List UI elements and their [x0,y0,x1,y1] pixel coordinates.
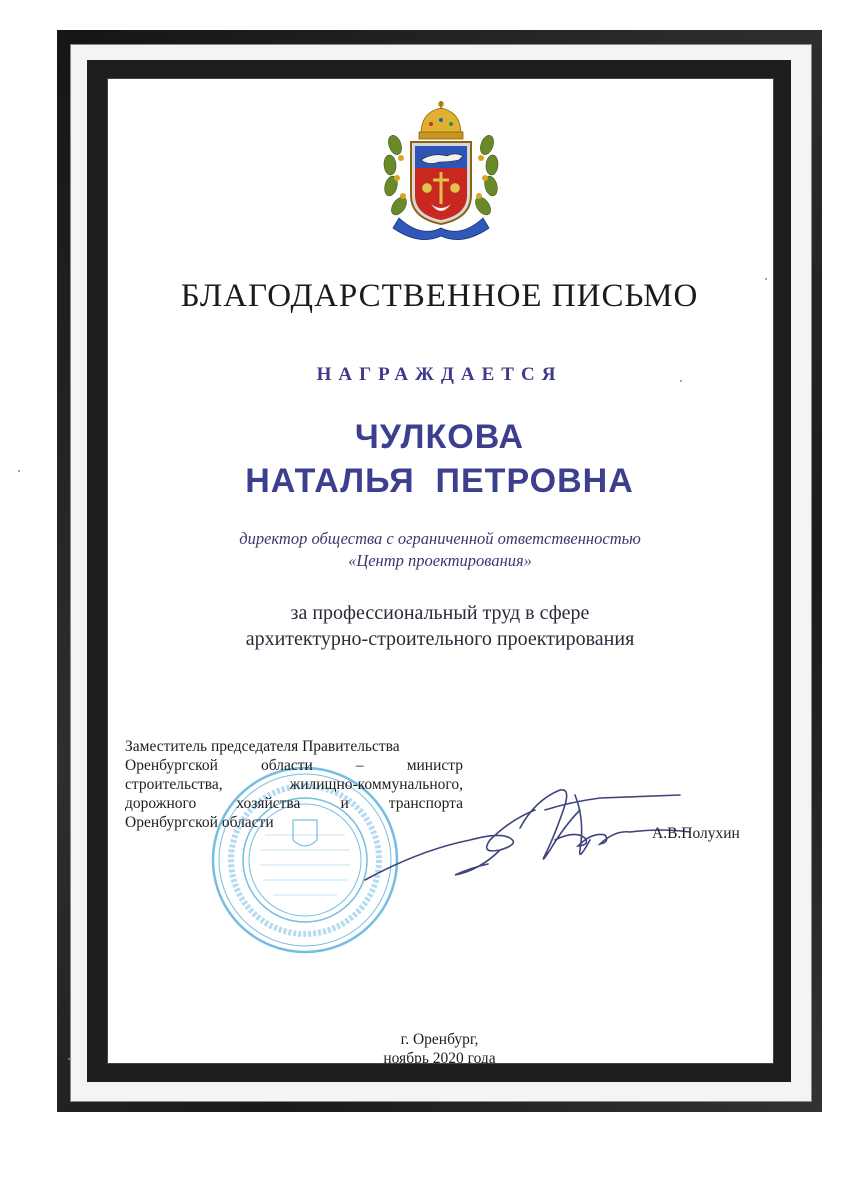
handwritten-signature-icon [360,780,690,890]
position-line-1: директор общества с ограниченной ответственностью [239,529,641,548]
reason-line-2: архитектурно-строительного проектирования [245,628,635,650]
recipient-surname: ЧУЛКОВА [354,418,525,456]
recipient-given-names: НАТАЛЬЯ ПЕТРОВНА [245,462,634,500]
recipient-position [150,528,730,572]
place-label: г. Оренбург, [400,1031,479,1048]
signatory-line-5: Оренбургской области [125,814,274,831]
position-line-2: «Центр проектирования» [348,551,532,570]
scan-speck [680,380,682,382]
signatory-line-4: дорожного хозяйства и транспорта [125,795,463,812]
signatory-line-3: строительства, жилищно-коммунального, [125,776,463,793]
place-and-date [107,1030,772,1068]
scan-speck [68,1058,70,1060]
signatory-line-1: Заместитель председателя Правительства [125,738,400,755]
scan-speck [18,470,20,472]
document-title: БЛАГОДАРСТВЕННОЕ ПИСЬМО [180,278,699,314]
signatory-line-2: Оренбургской области – министр [125,757,463,774]
reason-line-1: за профессиональный труд в сфере [290,602,590,624]
orenburg-coat-of-arms-icon [381,100,501,245]
scan-speck [765,278,767,280]
signatory-name: А.В.Полухин [652,825,740,842]
awarded-label: НАГРАЖДАЕТСЯ [316,364,563,385]
award-reason [150,600,730,652]
date-label: ноябрь 2020 года [383,1050,496,1067]
